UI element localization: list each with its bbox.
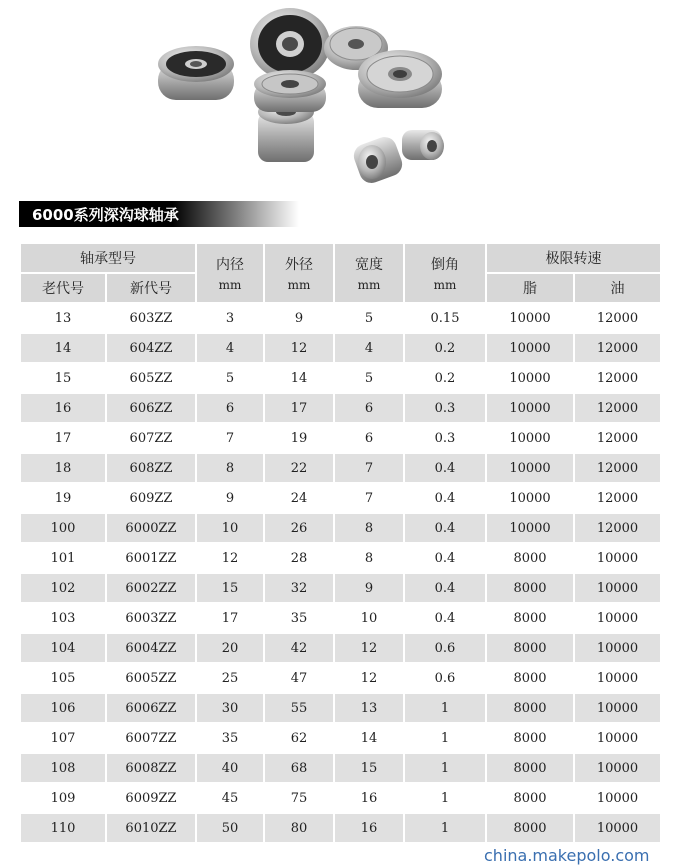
cell-old-code: 101 [20,543,106,573]
watermark: china.makepolo.com [484,846,650,865]
cell-oil-speed: 12000 [574,423,661,453]
cell-old-code: 103 [20,603,106,633]
cell-old-code: 108 [20,753,106,783]
header-unit: mm [287,278,311,292]
cell-inner-diameter: 5 [196,363,264,393]
cell-inner-diameter: 40 [196,753,264,783]
header-chamfer-label: 倒角 [431,257,459,273]
cell-grease-speed: 10000 [486,363,574,393]
cell-inner-diameter: 15 [196,573,264,603]
bearings-photo [150,4,450,192]
table-row [20,663,661,693]
cell-width: 12 [334,633,404,663]
cell-new-code: 6000ZZ [106,513,196,543]
header-unit: mm [433,278,457,292]
cell-chamfer: 0.4 [404,543,486,573]
cell-grease-speed: 8000 [486,603,574,633]
cell-new-code: 6002ZZ [106,573,196,603]
header-width [334,243,404,303]
cell-new-code: 603ZZ [106,303,196,333]
cell-outer-diameter: 22 [264,453,334,483]
cell-old-code: 104 [20,633,106,663]
cell-old-code: 14 [20,333,106,363]
header-outer-diameter-label: 外径 [285,257,313,273]
table-row [20,813,661,843]
header-chamfer [404,243,486,303]
cell-inner-diameter: 4 [196,333,264,363]
table-row [20,783,661,813]
cell-oil-speed: 10000 [574,603,661,633]
cell-outer-diameter: 26 [264,513,334,543]
cell-oil-speed: 10000 [574,723,661,753]
table-row [20,453,661,483]
cell-oil-speed: 12000 [574,393,661,423]
cell-new-code: 6001ZZ [106,543,196,573]
header-new-code: 新代号 [106,273,196,303]
bearing-small-pair [350,130,444,186]
cell-outer-diameter: 14 [264,363,334,393]
cell-chamfer: 0.4 [404,453,486,483]
cell-new-code: 6005ZZ [106,663,196,693]
cell-inner-diameter: 3 [196,303,264,333]
cell-new-code: 6010ZZ [106,813,196,843]
cell-grease-speed: 8000 [486,573,574,603]
header-oil: 油 [574,273,661,303]
cell-inner-diameter: 20 [196,633,264,663]
cell-chamfer: 1 [404,723,486,753]
cell-outer-diameter: 35 [264,603,334,633]
cell-new-code: 606ZZ [106,393,196,423]
cell-old-code: 13 [20,303,106,333]
cell-grease-speed: 8000 [486,633,574,663]
header-old-code: 老代号 [20,273,106,303]
cell-chamfer: 1 [404,753,486,783]
header-row-1 [20,243,661,273]
cell-inner-diameter: 30 [196,693,264,723]
cell-oil-speed: 10000 [574,693,661,723]
cell-width: 4 [334,333,404,363]
cell-outer-diameter: 24 [264,483,334,513]
cell-grease-speed: 8000 [486,693,574,723]
cell-width: 7 [334,453,404,483]
cell-old-code: 105 [20,663,106,693]
cell-outer-diameter: 80 [264,813,334,843]
cell-new-code: 6006ZZ [106,693,196,723]
cell-chamfer: 0.2 [404,333,486,363]
cell-chamfer: 0.6 [404,633,486,663]
cell-chamfer: 0.4 [404,483,486,513]
cell-old-code: 100 [20,513,106,543]
table-row [20,633,661,663]
cell-outer-diameter: 12 [264,333,334,363]
cell-old-code: 18 [20,453,106,483]
cell-width: 15 [334,753,404,783]
cell-width: 9 [334,573,404,603]
cell-inner-diameter: 9 [196,483,264,513]
section-title: 6000系列深沟球轴承 [32,206,179,224]
bearing-center-top [250,8,330,80]
cell-width: 14 [334,723,404,753]
cell-chamfer: 0.6 [404,663,486,693]
cell-inner-diameter: 7 [196,423,264,453]
table-row [20,753,661,783]
cell-old-code: 17 [20,423,106,453]
cell-width: 5 [334,363,404,393]
cell-new-code: 605ZZ [106,363,196,393]
cell-new-code: 604ZZ [106,333,196,363]
cell-grease-speed: 10000 [486,483,574,513]
cell-old-code: 110 [20,813,106,843]
header-grease: 脂 [486,273,574,303]
cell-outer-diameter: 17 [264,393,334,423]
cell-width: 8 [334,543,404,573]
cell-old-code: 19 [20,483,106,513]
cell-chamfer: 0.3 [404,423,486,453]
cell-width: 16 [334,813,404,843]
table-row [20,483,661,513]
cell-oil-speed: 10000 [574,633,661,663]
cell-width: 8 [334,513,404,543]
cell-outer-diameter: 19 [264,423,334,453]
cell-width: 5 [334,303,404,333]
cell-chamfer: 1 [404,813,486,843]
section-title-bar [19,201,299,227]
cell-new-code: 6007ZZ [106,723,196,753]
cell-outer-diameter: 28 [264,543,334,573]
cell-oil-speed: 10000 [574,543,661,573]
cell-old-code: 16 [20,393,106,423]
cell-oil-speed: 10000 [574,573,661,603]
cell-oil-speed: 10000 [574,753,661,783]
header-inner-diameter [196,243,264,303]
cell-inner-diameter: 25 [196,663,264,693]
cell-inner-diameter: 17 [196,603,264,633]
cell-inner-diameter: 35 [196,723,264,753]
header-speed-group: 极限转速 [486,243,661,273]
cell-oil-speed: 12000 [574,513,661,543]
bearing-left [158,46,234,100]
cell-oil-speed: 12000 [574,303,661,333]
cell-chamfer: 0.15 [404,303,486,333]
cell-grease-speed: 10000 [486,453,574,483]
cell-new-code: 6004ZZ [106,633,196,663]
header-outer-diameter [264,243,334,303]
cell-chamfer: 0.4 [404,573,486,603]
cell-oil-speed: 10000 [574,783,661,813]
cell-inner-diameter: 8 [196,453,264,483]
cell-grease-speed: 8000 [486,663,574,693]
cell-inner-diameter: 10 [196,513,264,543]
cell-chamfer: 0.4 [404,603,486,633]
cell-oil-speed: 12000 [574,363,661,393]
cell-old-code: 106 [20,693,106,723]
table-row [20,723,661,753]
cell-old-code: 102 [20,573,106,603]
bearing-spec-table [19,242,662,844]
table-row [20,393,661,423]
cell-inner-diameter: 50 [196,813,264,843]
cell-grease-speed: 8000 [486,753,574,783]
cell-oil-speed: 10000 [574,813,661,843]
cell-outer-diameter: 68 [264,753,334,783]
cell-grease-speed: 8000 [486,723,574,753]
cell-width: 10 [334,603,404,633]
cell-oil-speed: 12000 [574,333,661,363]
cell-inner-diameter: 45 [196,783,264,813]
table-row [20,333,661,363]
cell-chamfer: 1 [404,783,486,813]
cell-outer-diameter: 55 [264,693,334,723]
cell-new-code: 6009ZZ [106,783,196,813]
spec-table-body [20,303,661,843]
cell-chamfer: 0.2 [404,363,486,393]
table-row [20,693,661,723]
table-row [20,423,661,453]
cell-outer-diameter: 32 [264,573,334,603]
header-inner-diameter-label: 内径 [216,257,244,273]
cell-outer-diameter: 62 [264,723,334,753]
table-row [20,303,661,333]
cell-new-code: 6008ZZ [106,753,196,783]
cell-width: 13 [334,693,404,723]
cell-outer-diameter: 47 [264,663,334,693]
cell-grease-speed: 10000 [486,513,574,543]
cell-chamfer: 0.4 [404,513,486,543]
cell-oil-speed: 12000 [574,483,661,513]
cell-grease-speed: 8000 [486,813,574,843]
cell-chamfer: 1 [404,693,486,723]
cell-old-code: 15 [20,363,106,393]
cell-outer-diameter: 42 [264,633,334,663]
bearing-stack [254,70,326,162]
table-row [20,543,661,573]
cell-chamfer: 0.3 [404,393,486,423]
cell-outer-diameter: 9 [264,303,334,333]
cell-new-code: 609ZZ [106,483,196,513]
cell-new-code: 607ZZ [106,423,196,453]
cell-width: 6 [334,423,404,453]
header-model-group: 轴承型号 [20,243,196,273]
table-row [20,513,661,543]
cell-outer-diameter: 75 [264,783,334,813]
cell-grease-speed: 10000 [486,333,574,363]
cell-oil-speed: 10000 [574,663,661,693]
bearing-right [358,50,442,108]
cell-old-code: 107 [20,723,106,753]
cell-width: 16 [334,783,404,813]
cell-inner-diameter: 12 [196,543,264,573]
cell-grease-speed: 10000 [486,303,574,333]
table-row [20,363,661,393]
cell-grease-speed: 10000 [486,423,574,453]
cell-oil-speed: 12000 [574,453,661,483]
cell-new-code: 608ZZ [106,453,196,483]
cell-width: 7 [334,483,404,513]
cell-inner-diameter: 6 [196,393,264,423]
cell-new-code: 6003ZZ [106,603,196,633]
cell-width: 12 [334,663,404,693]
table-row [20,573,661,603]
header-unit: mm [218,278,242,292]
header-width-label: 宽度 [355,257,383,273]
table-row [20,603,661,633]
cell-width: 6 [334,393,404,423]
cell-grease-speed: 10000 [486,393,574,423]
cell-old-code: 109 [20,783,106,813]
header-unit: mm [357,278,381,292]
cell-grease-speed: 8000 [486,783,574,813]
cell-grease-speed: 8000 [486,543,574,573]
